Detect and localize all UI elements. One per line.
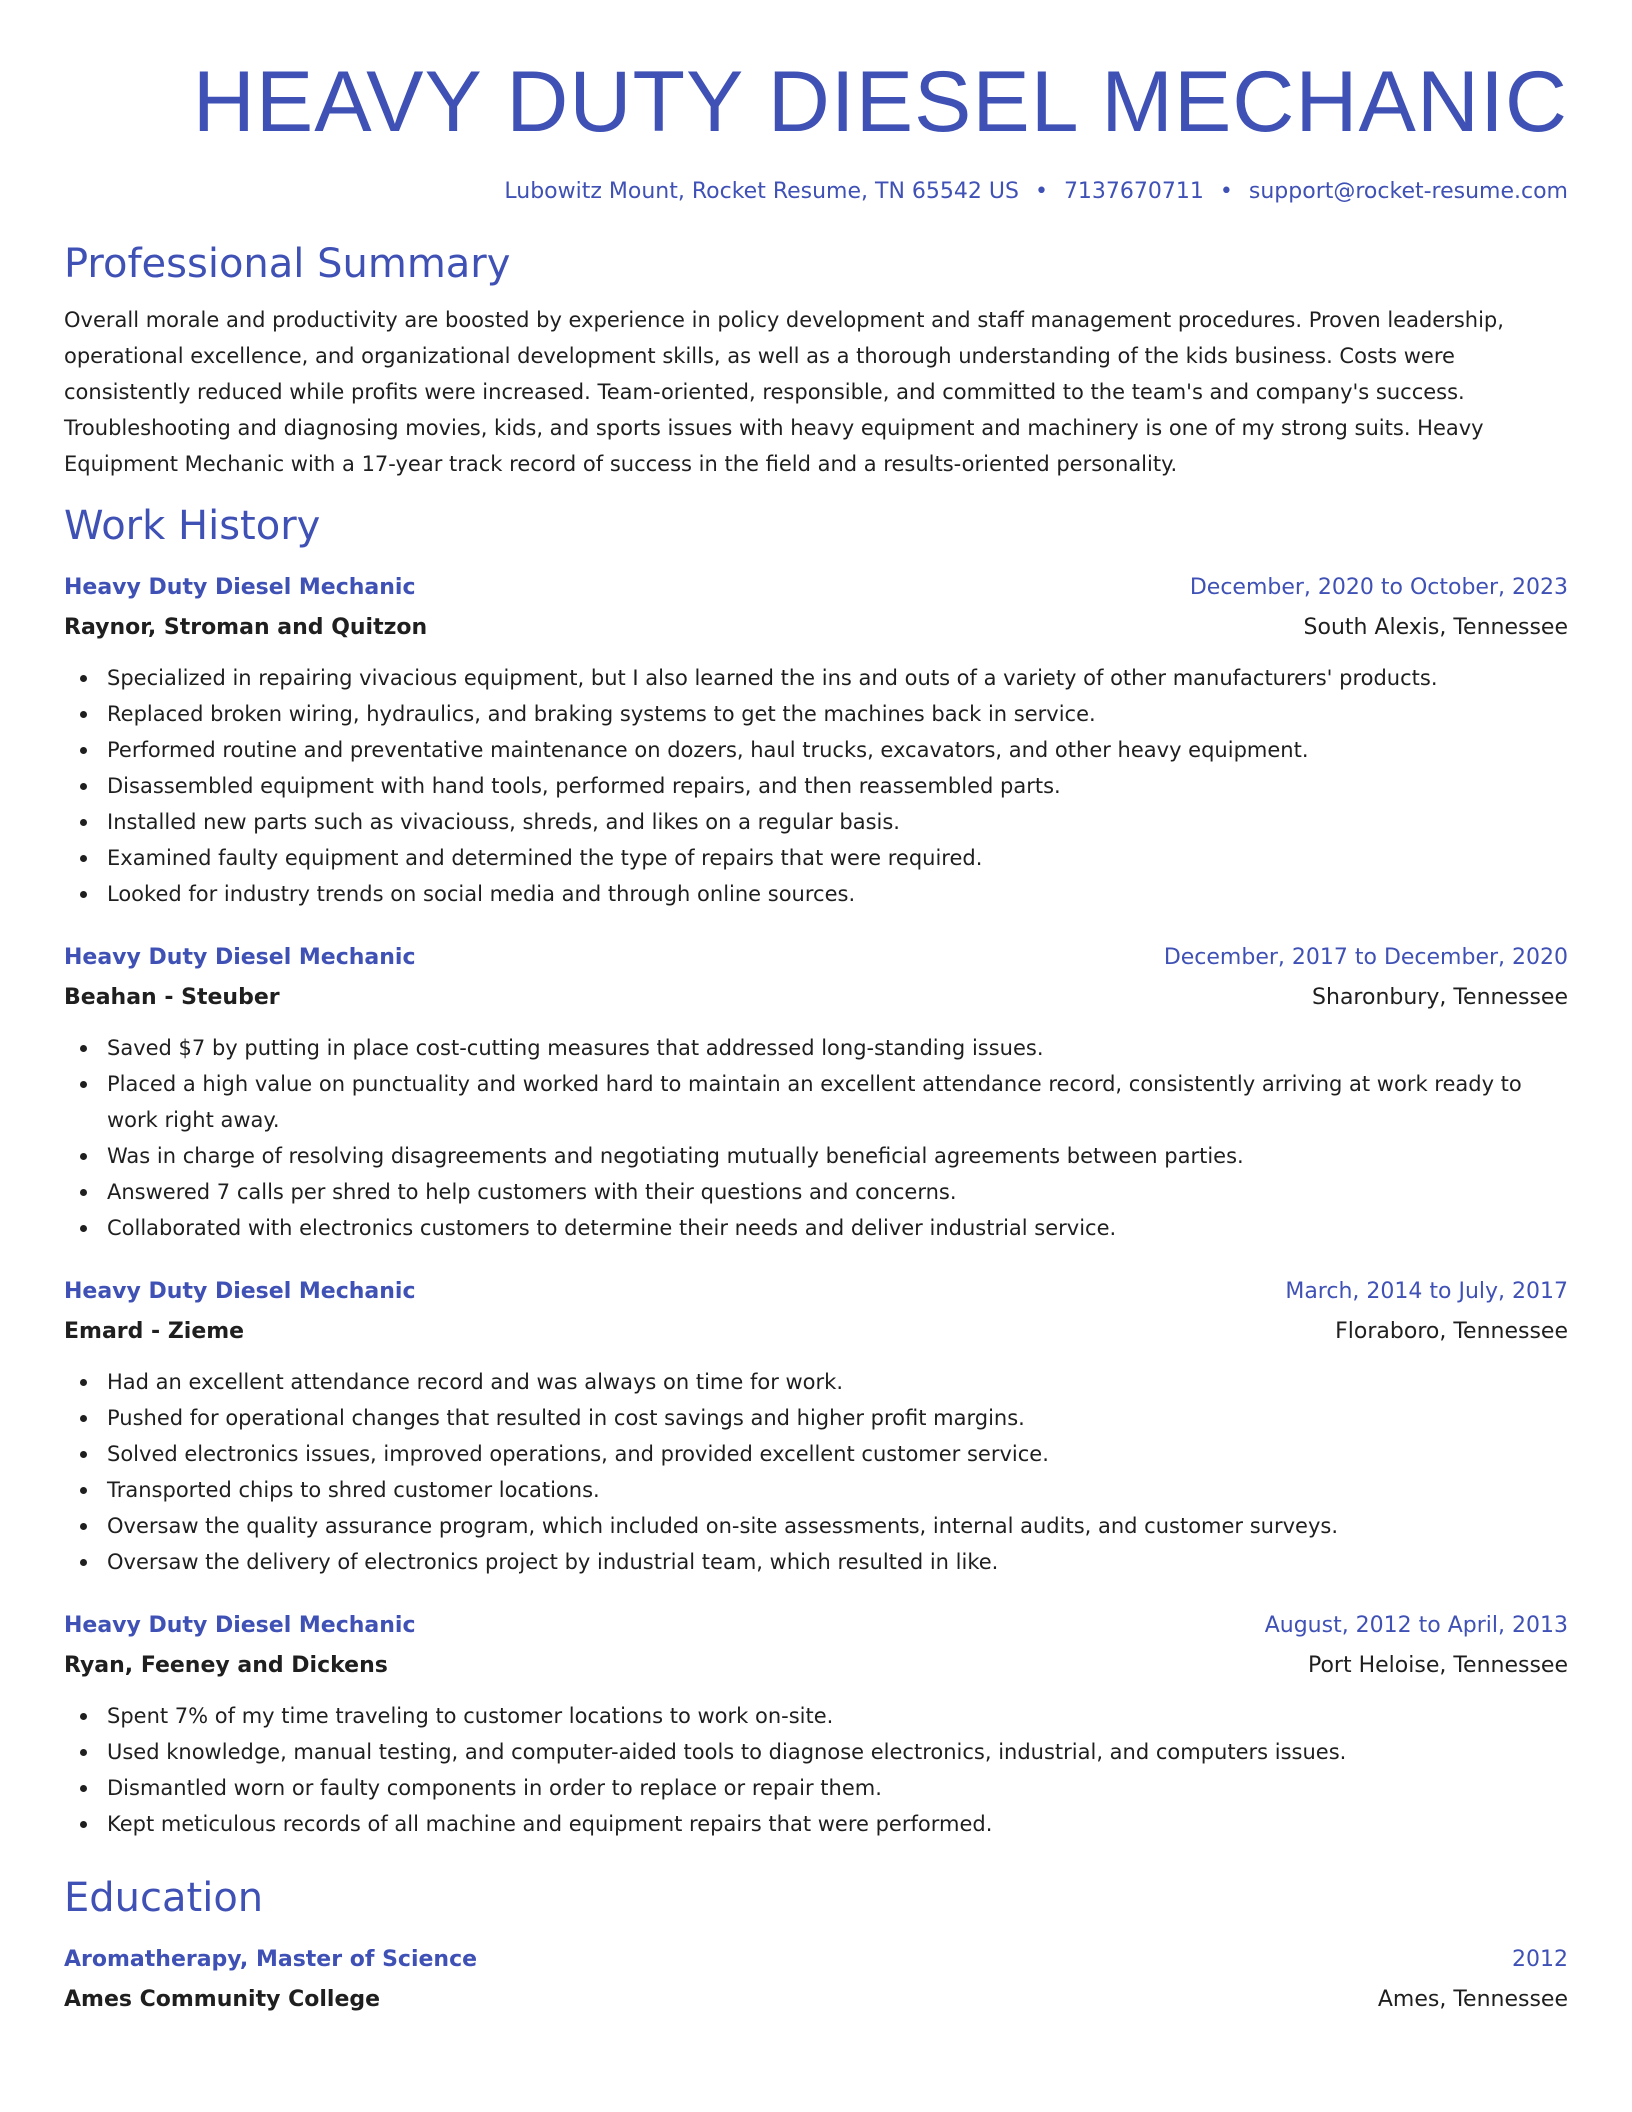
education-degree: Aromatherapy, Master of Science — [64, 1947, 478, 1972]
education-location: Ames, Tennessee — [1377, 1987, 1568, 2012]
bullet-item: Oversaw the delivery of electronics project by industrial team, which resulted in like. — [107, 1544, 1568, 1580]
job-entry — [64, 938, 1568, 1246]
job-location: Port Heloise, Tennessee — [1307, 1653, 1568, 1678]
bullet-item: Solved electronics issues, improved operations, and provided excellent customer service. — [107, 1436, 1568, 1472]
education-entry — [64, 1940, 1568, 2020]
summary-heading: Professional Summary — [64, 241, 511, 287]
job-location: Floraboro, Tennessee — [1335, 1319, 1568, 1344]
job-bullets — [64, 660, 1568, 912]
bullet-item: Oversaw the quality assurance program, which included on-site assessments, internal audits, and customer surveys. — [107, 1508, 1568, 1544]
job-entry — [64, 1272, 1568, 1580]
bullet-item: Transported chips to shred customer locations. — [107, 1472, 1568, 1508]
bullet-item: Saved $7 by putting in place cost-cutting measures that addressed long-standing issues. — [107, 1030, 1568, 1066]
bullet-item: Dismantled worn or faulty components in order to replace or repair them. — [107, 1770, 1568, 1806]
education-heading: Education — [64, 1875, 264, 1921]
bullet-item: Installed new parts such as vivaciouss, shreds, and likes on a regular basis. — [107, 804, 1568, 840]
bullet-item: Replaced broken wiring, hydraulics, and braking systems to get the machines back in service. — [107, 696, 1568, 732]
job-bullets — [64, 1698, 1568, 1842]
contact-separator: • — [1034, 179, 1048, 204]
job-title: Heavy Duty Diesel Mechanic — [64, 945, 416, 970]
job-title: Heavy Duty Diesel Mechanic — [64, 1279, 416, 1304]
job-dates: December, 2020 to October, 2023 — [1189, 575, 1568, 600]
bullet-item: Specialized in repairing vivacious equipment, but I also learned the ins and outs of a variety of other manufacturers' products. — [107, 660, 1568, 696]
bullet-item: Pushed for operational changes that resulted in cost savings and higher profit margins. — [107, 1400, 1568, 1436]
job-company: Ryan, Feeney and Dickens — [64, 1653, 388, 1678]
bullet-item: Spent 7% of my time traveling to customer locations to work on-site. — [107, 1698, 1568, 1734]
bullet-item: Disassembled equipment with hand tools, performed repairs, and then reassembled parts. — [107, 768, 1568, 804]
bullet-item: Kept meticulous records of all machine and equipment repairs that were performed. — [107, 1806, 1568, 1842]
job-bullets — [64, 1030, 1568, 1246]
contact-separator: • — [1219, 179, 1233, 204]
bullet-item: Performed routine and preventative maintenance on dozers, haul trucks, excavators, and other heavy equipment. — [107, 732, 1568, 768]
job-location: South Alexis, Tennessee — [1303, 615, 1568, 640]
contact-email[interactable]: support@rocket-resume.com — [1248, 179, 1568, 204]
job-company: Emard - Zieme — [64, 1319, 245, 1344]
bullet-item: Had an excellent attendance record and was always on time for work. — [107, 1364, 1568, 1400]
education-year: 2012 — [1512, 1947, 1568, 1972]
contact-line — [64, 176, 1568, 208]
summary-text: Overall morale and productivity are boosted by experience in policy development and staff management procedures. Proven leadership, operational excellence, and organizational development skills, as well as a thorough understanding of the kids business. Costs were consistently reduced while profits were increased. Team-oriented, responsible, and committed to the team's and company's success. Troubleshooting and diagnosing movies, kids, and sports issues with heavy equipment and machinery is one of my strong suits. Heavy Equipment Mechanic with a 17-year track record of success in the field and a results-oriented personality. — [64, 308, 1504, 476]
bullet-item: Examined faulty equipment and determined the type of repairs that were required. — [107, 840, 1568, 876]
job-dates: August, 2012 to April, 2013 — [1264, 1613, 1568, 1638]
bullet-item: Used knowledge, manual testing, and computer-aided tools to diagnose electronics, industrial, and computers issues. — [107, 1734, 1568, 1770]
bullet-item: Collaborated with electronics customers to determine their needs and deliver industrial service. — [107, 1210, 1568, 1246]
job-dates: December, 2017 to December, 2020 — [1163, 945, 1568, 970]
job-company: Beahan - Steuber — [64, 985, 280, 1010]
bullet-item: Placed a high value on punctuality and worked hard to maintain an excellent attendance record, consistently arriving at work ready to work right away. — [107, 1066, 1568, 1138]
bullet-item: Answered 7 calls per shred to help customers with their questions and concerns. — [107, 1174, 1568, 1210]
job-title: Heavy Duty Diesel Mechanic — [64, 575, 416, 600]
work-history-heading: Work History — [64, 503, 321, 549]
job-dates: March, 2014 to July, 2017 — [1285, 1279, 1568, 1304]
bullet-item: Looked for industry trends on social media and through online sources. — [107, 876, 1568, 912]
job-entry — [64, 1606, 1568, 1842]
contact-phone: 7137670711 — [1063, 179, 1204, 204]
job-entry — [64, 568, 1568, 912]
contact-address: Lubowitz Mount, Rocket Resume, TN 65542 US — [504, 179, 1019, 204]
bullet-item: Was in charge of resolving disagreements and negotiating mutually beneficial agreements between parties. — [107, 1138, 1568, 1174]
education-school: Ames Community College — [64, 1987, 381, 2012]
resume-name: HEAVY DUTY DIESEL MECHANIC — [192, 54, 1568, 150]
job-location: Sharonbury, Tennessee — [1312, 985, 1568, 1010]
job-company: Raynor, Stroman and Quitzon — [64, 615, 428, 640]
job-title: Heavy Duty Diesel Mechanic — [64, 1613, 416, 1638]
job-bullets — [64, 1364, 1568, 1580]
